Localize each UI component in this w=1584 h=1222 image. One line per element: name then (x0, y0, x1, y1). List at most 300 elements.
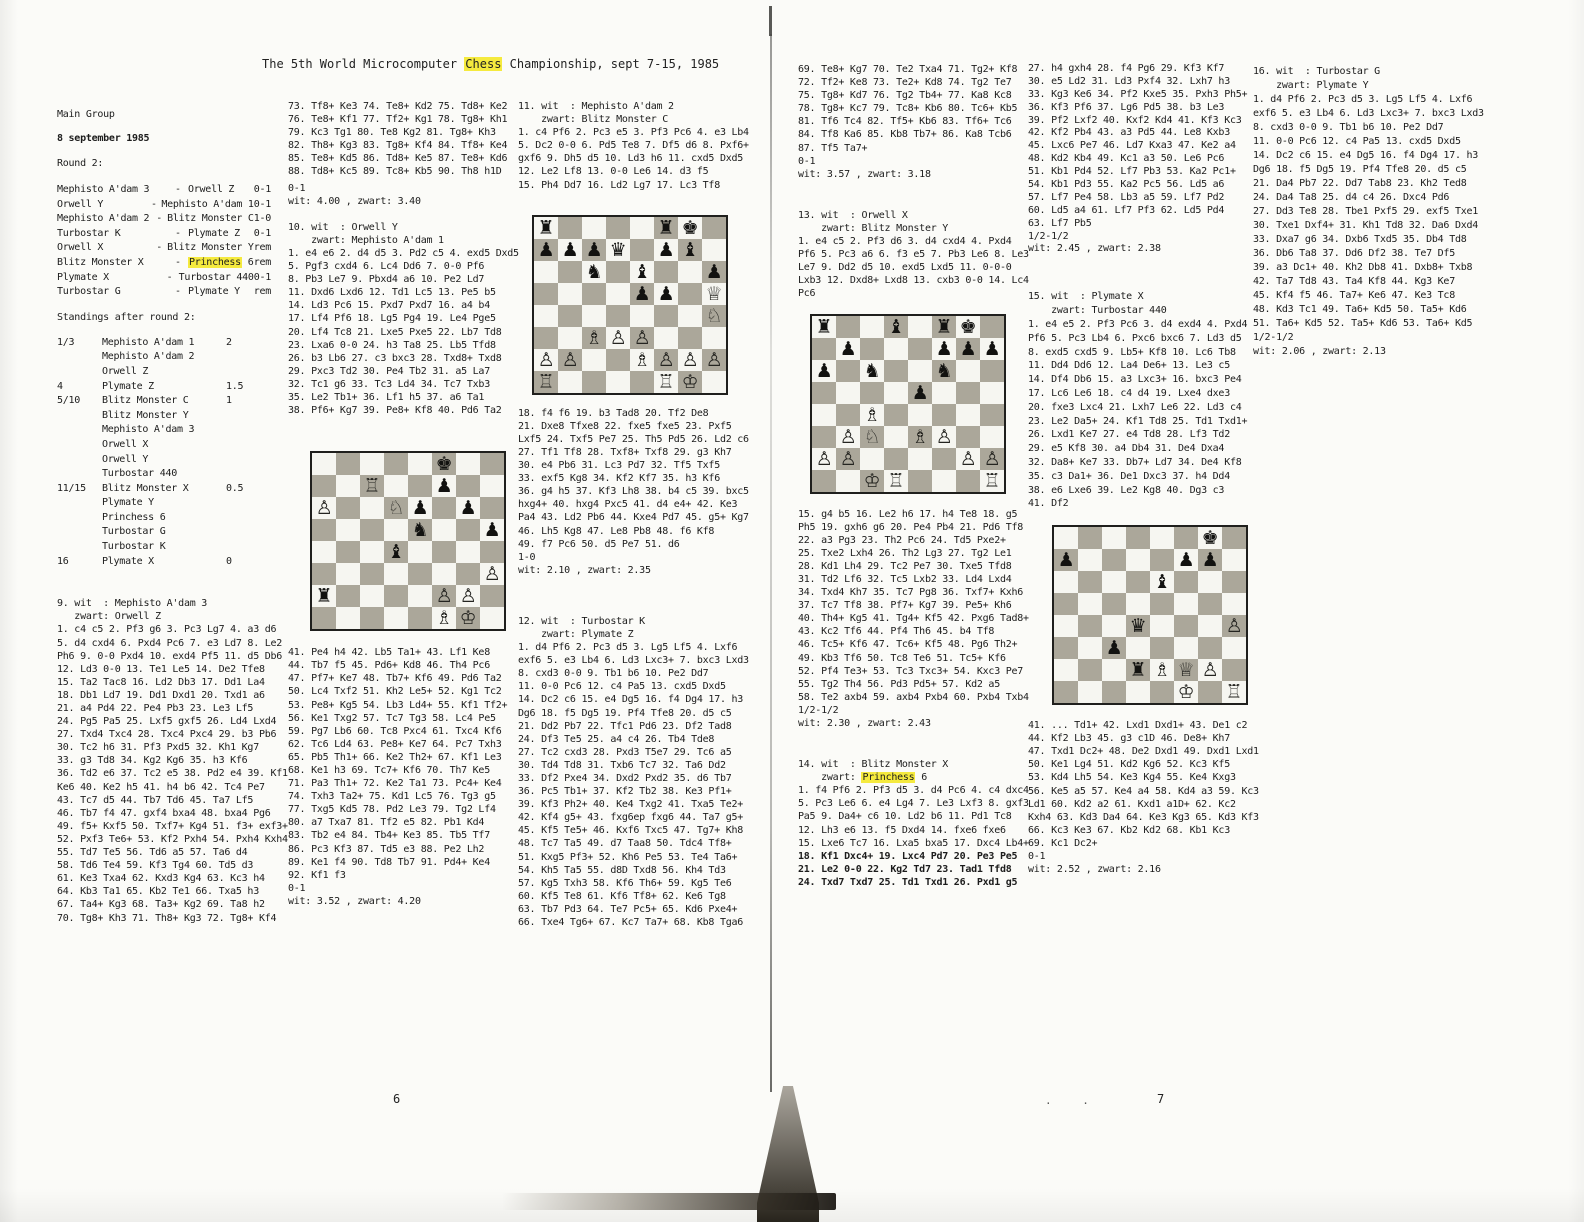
board-square (908, 448, 932, 470)
move-line: 40. Th4+ Kg5 41. Tg4+ Kf5 42. Pxg6 Tad8+ (798, 613, 1029, 625)
move-line: 79. Kc3 Tg1 80. Te8 Kg2 81. Tg8+ Kh3 (288, 127, 496, 139)
board-square: ♜ (1126, 659, 1150, 681)
board-square (1054, 593, 1078, 615)
board-square (860, 338, 884, 360)
board-square (1174, 615, 1198, 637)
standing-row (57, 540, 253, 555)
game-header: 10. wit : Orwell Y (288, 221, 398, 233)
eval-line: wit: 2.10 , zwart: 2.35 (518, 564, 651, 576)
board-square: ♙ (315, 497, 333, 520)
standing-rank: 5/10 (57, 395, 81, 407)
board-square (1174, 593, 1198, 615)
standing-rank: 1/3 (57, 336, 75, 348)
board-square: ♙ (630, 327, 654, 349)
board-square (606, 283, 630, 305)
move-line: 60. Kf5 Te8 61. Kf6 Tf8+ 62. Ke6 Tg8 (518, 890, 726, 902)
chess-diagram (1052, 525, 1248, 705)
move-line: 73. Tf8+ Ke3 74. Te8+ Kd2 75. Td8+ Ke2 (288, 101, 508, 112)
move-line: 23. Lxa6 0-0 24. h3 Ta8 25. Lb5 Tfd8 (288, 339, 496, 351)
group-title: Main Group (57, 109, 115, 120)
move-line: 38. Pf6+ Kg7 39. Pe8+ Kf8 40. Pd6 Ta2 (288, 405, 502, 417)
board-square: ♗ (908, 426, 932, 448)
pairing-row (57, 271, 271, 286)
black-player: Plymate Y (188, 286, 240, 298)
board-square: ♙ (432, 585, 456, 607)
board-square (860, 448, 884, 470)
pairing-dash: - (175, 227, 181, 239)
board-square (1054, 571, 1078, 593)
white-player: Orwell X (57, 242, 104, 254)
move-line: gxf6 9. Dh5 d5 10. Ld3 h6 11. cxd5 Dxd5 (518, 153, 744, 165)
board-square: ♟ (956, 338, 980, 360)
board-square (456, 475, 480, 497)
standing-name: Blitz Monster Y (102, 409, 189, 421)
move-line: 38. e6 Lxe6 39. Le2 Kg8 40. Dg3 c3 (1028, 484, 1225, 496)
board-square: ♟ (815, 359, 833, 382)
board-square (884, 338, 908, 360)
pairing-dash: - (175, 286, 181, 298)
board-square (480, 541, 504, 563)
page-number-right: 7 (1157, 1092, 1165, 1106)
move-line: 36. g4 h5 37. Kf3 Lh8 38. b4 c5 39. bxc5 (518, 486, 749, 498)
game-result: 1/2-1/2 (798, 704, 839, 716)
pairing-row (57, 227, 271, 242)
standing-row (57, 380, 253, 395)
move-line: 89. Ke1 f4 90. Td8 Tb7 91. Pd4+ Ke4 (288, 856, 490, 868)
move-line: 37. Tc7 Tf8 38. Pf7+ Kg7 39. Pe5+ Kh6 (798, 600, 1012, 612)
white-player: Mephisto A'dam 3 (57, 184, 150, 195)
board-square (480, 453, 504, 475)
move-line: Lxb3 12. Dxd8+ Lxd8 13. cxb3 0-0 14. Lc4 (798, 275, 1029, 287)
standing-name: Blitz Monster X (102, 482, 189, 494)
board-square (1150, 681, 1174, 703)
board-square (1078, 659, 1102, 681)
board-square: ♙ (702, 349, 726, 371)
board-square: ♟ (935, 337, 953, 360)
game-header: 11. wit : Mephisto A'dam 2 (518, 101, 674, 112)
board-square: ♝ (884, 316, 908, 338)
board-square (630, 371, 654, 393)
move-line: 11. Dxd6 Lxd6 12. Td1 Lc5 13. Pe5 b5 (288, 287, 496, 299)
board-square (582, 349, 606, 371)
board-square (1102, 527, 1126, 549)
game-header: zwart: Blitz Monster C (518, 114, 669, 126)
move-line: Pf6 5. Pc3 Lb4 6. Pxc6 bxc6 7. Ld3 d5 (1028, 332, 1242, 344)
board-square: ♟ (630, 283, 654, 305)
move-line: 47. Pf7+ Ke7 48. Tb7+ Kf6 49. Pd6 Ta2 (288, 673, 502, 685)
standing-rank: 11/15 (57, 482, 86, 494)
move-line: 76. Te8+ Kf1 77. Tf2+ Kg1 78. Tg8+ Kh1 (288, 114, 508, 126)
move-line: 74. Txh3 Ta2+ 75. Kd1 Lc5 76. Tg3 g5 (288, 791, 496, 803)
board-square (1198, 681, 1222, 703)
page-fold-mark (769, 6, 772, 36)
move-line: 46. Tc5+ Kf6 47. Tc6+ Kf5 48. Pg6 Th2+ (798, 639, 1018, 651)
board-square (980, 360, 1004, 382)
board-square: ♙ (681, 348, 699, 371)
board-square (1126, 593, 1150, 615)
board-square: ♞ (585, 260, 603, 283)
date-line: 8 september 1985 (57, 133, 150, 144)
board-square: ♗ (633, 348, 651, 371)
eval-line: wit: 2.45 , zwart: 2.38 (1028, 243, 1161, 255)
board-square (956, 382, 980, 404)
title-text: Championship, sept 7-15, 1985 (502, 57, 720, 71)
move-line: 18. Db1 Ld7 19. Dd1 Dxd1 20. Txd1 a6 (57, 689, 265, 701)
move-line: 55. Tg2 Th4 56. Pd3 Pd5+ 57. Kd2 a5 (798, 678, 1000, 690)
move-line: 27. Tf1 Tf8 28. Txf8+ Txf8 29. g3 Kh7 (518, 446, 732, 458)
board-square: ♙ (537, 348, 555, 371)
board-square (360, 519, 384, 541)
board-square (534, 305, 558, 327)
board-square: ♟ (459, 497, 477, 520)
move-line: 24. Txd7 Txd7 25. Td1 Txd1 26. Pxd1 g5 (798, 876, 1018, 888)
board-square: ♚ (1201, 527, 1219, 550)
standing-name: Mephisto A'dam 1 (102, 336, 195, 348)
title-text: The 5th World Microcomputer (262, 57, 465, 71)
move-line: 24. Df3 Te5 25. a4 c4 26. Tb4 Tde8 (518, 733, 715, 745)
move-line: 1. e4 e5 2. Pf3 Pc6 3. d4 exd4 4. Pxd4 (1028, 318, 1248, 330)
board-square (908, 316, 932, 338)
board-square (812, 470, 836, 492)
move-line: 32. Tc1 g6 33. Tc3 Ld4 34. Tc7 Txb3 (288, 378, 490, 390)
board-square: ♙ (1222, 615, 1246, 637)
pairing-row (57, 241, 271, 256)
game-13-continuation (798, 508, 1033, 731)
board-square (336, 541, 360, 563)
move-line: 41. ... Td1+ 42. Lxd1 Dxd1+ 43. De1 c2 (1028, 720, 1248, 732)
standing-rank (57, 540, 102, 555)
board-square (1054, 527, 1078, 549)
move-line: 28. Kd1 Lh4 29. Tc2 Pe7 30. Txe5 Tfd8 (798, 560, 1012, 572)
move-line: 8. exd5 cxd5 9. Lb5+ Kf8 10. Lc6 Tb8 (1028, 346, 1236, 358)
board-square (702, 327, 726, 349)
board-square: ♙ (459, 585, 477, 608)
standing-row (57, 438, 253, 453)
white-player: Turbostar K (57, 227, 121, 239)
pairing-dash: - (156, 242, 162, 254)
move-line: 24. Da4 Ta8 25. d4 c4 26. Dxc4 Pd6 (1253, 192, 1450, 203)
board-square: ♟ (657, 238, 675, 261)
board-square (1174, 527, 1198, 549)
standing-name: Orwell X (102, 438, 149, 450)
board-square: ♙ (836, 448, 860, 470)
move-line: 29. e5 Kf8 30. a4 Db4 31. De4 Dxa4 (1028, 443, 1225, 455)
board-square (884, 382, 908, 404)
move-line: 5. d4 cxd4 6. Pxd4 Pc6 7. e3 Ld7 8. Le2 (57, 637, 283, 649)
board-square: ♟ (411, 497, 429, 520)
round-heading (57, 157, 289, 171)
standing-rank (57, 467, 102, 482)
board-square: ♚ (681, 216, 699, 239)
board-square (1102, 571, 1126, 593)
move-line: 1. e4 e6 2. d4 d5 3. Pd2 c5 4. exd5 Dxd5 (288, 247, 519, 259)
standing-row (57, 423, 253, 438)
move-line: 67. Ta4+ Kg3 68. Ta3+ Kg2 69. Ta8 h2 (57, 899, 265, 911)
standing-row (57, 496, 253, 511)
text-column (518, 100, 756, 929)
board-square (1150, 549, 1174, 571)
white-player: Mephisto A'dam 2 (57, 213, 150, 225)
move-line: 75. Tg8+ Kd7 76. Tg2 Tb4+ 77. Ka8 Kc8 (798, 90, 1012, 102)
standing-name: Turbostar K (102, 541, 166, 553)
board-square (678, 327, 702, 349)
move-line: 14. Dc2 c6 15. e4 Dg5 16. f4 Dg4 17. h3 (1253, 150, 1479, 161)
game-14 (798, 758, 1033, 889)
game-result: 0-1 (288, 882, 306, 894)
game-header: zwart: Plymate Y (1253, 80, 1369, 91)
board-square: ♙ (935, 425, 953, 448)
move-line: 60. Ld5 a4 61. Lf7 Pf3 62. Ld5 Pd4 (1028, 204, 1225, 216)
board-square (432, 519, 456, 541)
board-square: ♙ (839, 425, 857, 448)
board-square (336, 497, 360, 519)
page-number-left: 6 (393, 1092, 401, 1106)
board-square (534, 261, 558, 283)
game-11 (518, 100, 756, 192)
board-square (408, 563, 432, 585)
move-line: 21. Dd2 Pb7 22. Tfc1 Pd6 23. Df2 Tad8 (518, 720, 732, 732)
text-column (798, 63, 1033, 889)
eval-line: wit: 2.06 , zwart: 2.13 (1253, 346, 1386, 357)
board-square (582, 283, 606, 305)
board-square: ♟ (1054, 549, 1078, 571)
move-line: 22. a3 Pg3 23. Th2 Pc6 24. Td5 Pxe2+ (798, 534, 1006, 546)
board-square (534, 283, 558, 305)
board-square: ♙ (654, 349, 678, 371)
move-line: 1. d4 Pf6 2. Pc3 d5 3. Lg5 Lf5 4. Lxf6 (518, 642, 738, 654)
move-line: 48. Tc7 Ta5 49. d7 Taa8 50. Tdc4 Tf8+ (518, 838, 732, 850)
move-line: 27. Txd4 Txc4 28. Txc4 Pxc4 29. b3 Pb6 (57, 729, 277, 741)
move-line: 50. Lc4 Txf2 51. Kh2 Le5+ 52. Kg1 Tc2 (288, 686, 502, 698)
board-square (884, 426, 908, 448)
board-square (932, 470, 956, 492)
board-square (630, 239, 654, 261)
move-line: 51. Kb1 Pd4 52. Lf7 Pb3 53. Ka2 Pc1+ (1028, 166, 1236, 178)
move-line: 39. a3 Dc1+ 40. Kh2 Db8 41. Dxb8+ Txb8 (1253, 262, 1473, 273)
board-square (654, 327, 678, 349)
board-square: ♟ (983, 337, 1001, 360)
board-square: ♖ (887, 469, 905, 492)
board-square (360, 607, 384, 629)
standing-name: Orwell Z (102, 365, 149, 377)
board-square (582, 371, 606, 393)
board-square (1222, 549, 1246, 571)
move-line: 53. Kd4 Lh5 54. Ke3 Kg4 55. Ke4 Kxg3 (1028, 772, 1236, 784)
board-square: ♚ (432, 453, 456, 475)
board-square (1150, 615, 1174, 637)
move-line: 53. Pe8+ Kg5 54. Lb3 Ld4+ 55. Kf1 Tf2+ (288, 699, 508, 711)
move-line: 24. Pg5 Pa5 25. Lxf5 gxf5 26. Ld4 Lxd4 (57, 716, 277, 728)
move-line: Dg6 18. f5 Dg5 19. Pf4 Tfe8 20. d5 c5 (1253, 164, 1467, 175)
move-line: 65. Pb5 Th1+ 66. Ke2 Th2+ 67. Kf1 Le3 (288, 751, 502, 763)
standing-rank (57, 438, 102, 453)
board-square: ♟ (839, 337, 857, 360)
board-square (312, 563, 336, 585)
move-line: 42. Ta7 Td8 43. Ta4 Kf8 44. Kg3 Ke7 (1253, 276, 1455, 287)
standing-name: Mephisto A'dam 2 (102, 351, 195, 363)
move-line: 39. Kf3 Ph2+ 40. Ke4 Txg2 41. Txa5 Te2+ (518, 799, 744, 811)
board-square (812, 426, 836, 448)
board-square: ♜ (815, 315, 833, 338)
game-header: 16. wit : Turbostar G (1253, 66, 1380, 77)
move-line: 25. Txe2 Lxh4 26. Th2 Lg3 27. Tg2 Le1 (798, 547, 1012, 559)
black-player: Turbostar 440 (178, 271, 254, 283)
move-line: 46. Tb7 f4 47. gxf4 bxa4 48. bxa4 Pg6 (57, 807, 271, 819)
board-square (336, 475, 360, 497)
standing-row (57, 511, 253, 526)
board-square (678, 283, 702, 305)
board-square (980, 426, 1004, 448)
standing-rank (57, 350, 102, 365)
board-square (336, 453, 360, 475)
board-square (1078, 681, 1102, 703)
standing-name: Plymate Y (102, 497, 154, 509)
board-square (956, 470, 980, 492)
document-title (262, 57, 719, 71)
move-line: 14. Df4 Db6 15. a3 Lxc3+ 16. bxc3 Pe4 (1028, 374, 1242, 386)
board-square (1054, 637, 1078, 659)
text-column (1253, 65, 1483, 359)
standings-title: Standings after round 2: (57, 311, 196, 323)
game-15-continuation (1028, 719, 1263, 876)
pairing-dash: - (175, 184, 181, 195)
move-line: 50. Ke1 Lg4 51. Kd2 Kg6 52. Kc3 Kf5 (1028, 759, 1230, 771)
pairing-row (57, 198, 271, 213)
pairing-row (57, 285, 271, 300)
board-square: ♛ (609, 238, 627, 261)
board-square: ♝ (633, 260, 651, 283)
board-square: ♗ (582, 327, 606, 349)
text-column (57, 108, 289, 925)
move-line: 21. a4 Pd4 22. Pe4 Pb3 23. Le3 Lf5 (57, 703, 254, 714)
move-line: 8. Pb3 Le7 9. Pbxd4 a6 10. Pe2 Ld7 (288, 274, 485, 286)
move-line: 15. Ta2 Tac8 16. Ld2 Db3 17. Dd1 La4 (57, 676, 265, 688)
board-square (408, 453, 432, 475)
game-10-continuation (288, 646, 520, 908)
game-result: 0-1 (288, 182, 306, 194)
game-header: 14. wit : Blitz Monster X (798, 759, 949, 771)
game-header: zwart: Mephisto A'dam 1 (288, 234, 444, 246)
board-square (1054, 615, 1078, 637)
move-line: 59. Pg7 Lb6 60. Tc8 Pxc4 61. Txc4 Kf6 (288, 725, 502, 737)
board-square: ♔ (456, 607, 480, 629)
game-9-result (288, 182, 520, 208)
move-line: 17. Lc6 Le6 18. c4 d4 19. Lxe4 dxe3 (1028, 387, 1230, 399)
white-player: Blitz Monster X (57, 256, 144, 268)
game-9 (57, 597, 289, 924)
game-15 (1028, 290, 1263, 511)
board-square (1102, 659, 1126, 681)
board-square (606, 305, 630, 327)
board-square: ♖ (534, 371, 558, 393)
move-line: 61. Ke3 Txa4 62. Kxd3 Kg4 63. Kc3 h4 (57, 873, 265, 885)
game-result: 0-1 (798, 155, 816, 167)
move-line: 45. Lxc6 Pe7 46. Ld7 Kxa3 47. Ke2 a4 (1028, 140, 1236, 152)
standing-row (57, 409, 253, 424)
move-line: Pf6 5. Pc3 a6 6. f3 e5 7. Pb3 Le6 8. Le3 (798, 249, 1029, 261)
game-header: zwart: Turbostar 440 (1028, 305, 1167, 317)
board-square (932, 448, 956, 470)
board-square (956, 360, 980, 382)
black-player: Blitz Monster Y (167, 242, 254, 254)
board-square (654, 305, 678, 327)
board-square (630, 305, 654, 327)
move-line: 69. Kc1 Dc2+ (1028, 837, 1098, 849)
board-square (480, 607, 504, 629)
move-line: 15. Lxe6 Tc7 16. Lxa5 bxa5 17. Dxc4 Lb4+ (798, 837, 1029, 849)
move-line: 57. Kg5 Txh3 58. Kf6 Th6+ 59. Kg5 Te6 (518, 877, 732, 889)
move-line: 11. Dd4 Dd6 12. La4 De6+ 13. Le3 c5 (1028, 360, 1230, 372)
move-line: 35. Le2 Tb1+ 36. Lf1 h5 37. a6 Ta1 (288, 391, 485, 403)
move-line: 36. Pc5 Tb1+ 37. Kf2 Tb2 38. Ke3 Pf1+ (518, 786, 732, 798)
eval-line: wit: 3.57 , zwart: 3.18 (798, 168, 931, 180)
standing-row (57, 350, 253, 365)
move-line: 12. Ld3 0-0 13. Te1 Le5 14. De2 Tfe8 (57, 663, 265, 675)
move-line: 72. Tf2+ Ke8 73. Te2+ Kd8 74. Tg2 Te7 (798, 77, 1012, 89)
board-square: ♟ (1177, 549, 1195, 572)
game-header: 13. wit : Orwell X (798, 209, 908, 221)
board-square: ♜ (654, 217, 678, 239)
board-square (956, 404, 980, 426)
standing-row (57, 555, 253, 570)
standing-row (57, 467, 253, 482)
board-square (360, 541, 384, 563)
board-square: ♟ (435, 475, 453, 498)
game-result: 1/2-1/2 (1028, 230, 1069, 242)
move-line: 31. Td2 Lf6 32. Tc5 Lxb2 33. Ld4 Lxd4 (798, 573, 1012, 585)
move-line: 81. Tf6 Tc4 82. Tf5+ Kb6 83. Tf6+ Tc6 (798, 116, 1012, 128)
page-fold-shadow (770, 34, 772, 1092)
move-line: 85. Te8+ Kd5 86. Td8+ Ke5 87. Te8+ Kd6 (288, 153, 508, 165)
game-header: zwart: Plymate Z (518, 628, 634, 640)
board-square (1222, 527, 1246, 549)
move-line: 26. b3 Lb6 27. c3 bxc3 28. Txd8+ Txd8 (288, 352, 502, 364)
board-square: ♞ (408, 519, 432, 541)
game-13 (798, 209, 1033, 301)
move-line: 27. h4 gxh4 28. f4 Pg6 29. Kf3 Kf7 (1028, 63, 1225, 74)
board-square (360, 585, 384, 607)
standings-heading (57, 311, 289, 325)
move-line: 82. Th8+ Kg3 83. Tg8+ Kf4 84. Tf8+ Ke4 (288, 140, 508, 152)
board-square (360, 563, 384, 585)
game-header: 9. wit : Mephisto A'dam 3 (57, 598, 208, 610)
board-square (1222, 571, 1246, 593)
game-9-continuation (288, 100, 520, 179)
standing-rank (57, 525, 102, 540)
move-line: 42. Kf4 g5+ 43. fxg6ep fxg6 44. Ta7 g5+ (518, 812, 744, 824)
chess-diagram (532, 215, 728, 395)
move-line: 35. c3 Da1+ 36. De1 Dxc3 37. h4 Dd4 (1028, 470, 1230, 482)
board-square (860, 382, 884, 404)
move-line: 56. Ke1 Txg2 57. Tc7 Tg3 58. Lc4 Pe5 (288, 712, 496, 724)
pairing-dash: - (156, 213, 162, 225)
board-square (360, 497, 384, 519)
board-square: ♘ (860, 426, 884, 448)
board-square (534, 327, 558, 349)
move-line: 5. Pgf3 cxd4 6. Lc4 Dd6 7. 0-0 Pf6 (288, 261, 485, 273)
pairing-result: 0-1 (253, 184, 271, 195)
move-line: Ph6 9. 0-0 Pxd4 10. exd4 Pf5 11. d5 Db6 (57, 650, 283, 662)
move-line: Ke6 40. Ke2 h5 41. h4 b6 42. Tc4 Pe7 (57, 781, 265, 793)
board-square (1102, 615, 1126, 637)
standing-points: 1.5 (226, 380, 244, 392)
move-line: 36. Td2 e6 37. Tc2 e5 38. Pd2 e4 39. Kf1 (57, 768, 288, 780)
board-square (408, 585, 432, 607)
move-line: 48. Kd2 Kb4 49. Kc1 a3 50. Le6 Pc6 (1028, 153, 1225, 165)
move-line: 88. Td8+ Kc5 89. Tc8+ Kb5 90. Th8 h1D (288, 166, 502, 178)
pairings-table (57, 183, 289, 300)
move-line: exf6 5. e3 Lb4 6. Ld3 Lxc3+ 7. bxc3 Lxd3 (1253, 108, 1484, 119)
